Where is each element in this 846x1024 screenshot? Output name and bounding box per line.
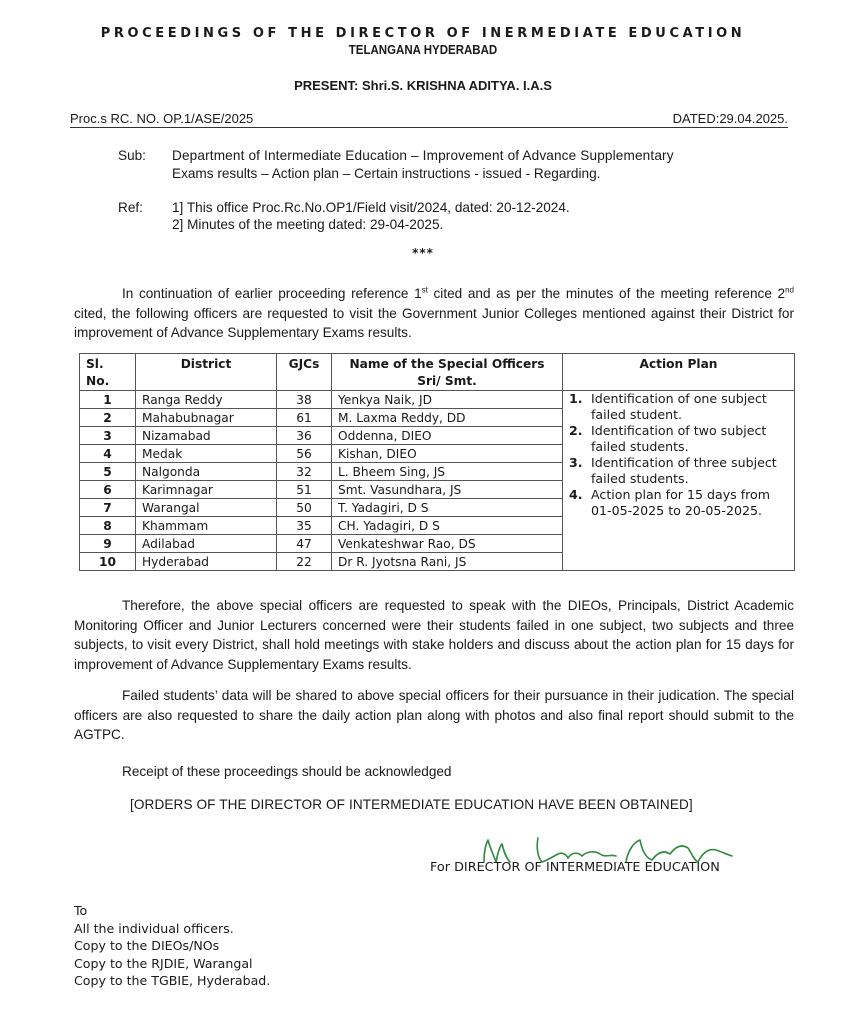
sl-cell: 5	[80, 463, 136, 481]
reference-item-1: 1] This office Proc.Rc.No.OP1/Field visit/2024, dated: 20-12-2024.	[172, 200, 570, 215]
gjcs-cell: 61	[277, 409, 332, 427]
sl-cell: 2	[80, 409, 136, 427]
receipt-line: Receipt of these proceedings should be acknowledged	[122, 764, 452, 779]
intro-text-2: cited and as per the minutes of the meeting reference 2	[427, 286, 786, 301]
signature-stroke	[537, 838, 616, 862]
action-plan-cell	[563, 391, 795, 571]
officer-cell: Kishan, DIEO	[332, 445, 563, 463]
action-plan-text: Identification of one subject failed student.	[591, 391, 767, 422]
present-line: PRESENT: Shri.S. KRISHNA ADITYA. I.A.S	[294, 78, 552, 93]
district-cell: Adilabad	[136, 535, 277, 553]
sl-cell: 1	[80, 391, 136, 409]
district-cell: Nalgonda	[136, 463, 277, 481]
failed-students-paragraph: Failed students’ data will be shared to above special officers for their pursuance in their judication. The special officers are also requested to share the daily action plan along with photos and also final report should submit to the AGTPC.	[74, 688, 794, 742]
action-plan-number: 4.	[569, 487, 583, 502]
distribution-item: Copy to the DIEOs/NOs	[74, 938, 220, 954]
sl-cell: 10	[80, 553, 136, 571]
officer-cell: Dr R. Jyotsna Rani, JS	[332, 553, 563, 571]
header-gjcs: GJCs	[277, 354, 332, 391]
document-title: PROCEEDINGS OF THE DIRECTOR OF INERMEDIATE EDUCATION	[100, 26, 746, 41]
gjcs-cell: 56	[277, 445, 332, 463]
action-plan-item	[569, 487, 788, 519]
sl-cell: 8	[80, 517, 136, 535]
superscript-st: st	[421, 285, 428, 295]
reference-item-2: 2] Minutes of the meeting dated: 29-04-2025.	[172, 217, 444, 232]
action-plan-item	[569, 391, 788, 423]
officer-cell: M. Laxma Reddy, DD	[332, 409, 563, 427]
table-header-row	[80, 354, 795, 391]
sl-cell: 3	[80, 427, 136, 445]
gjcs-cell: 51	[277, 481, 332, 499]
reference-label: Ref:	[118, 200, 143, 215]
action-plan-text: Identification of three subject failed students.	[591, 455, 777, 486]
action-plan-number: 2.	[569, 423, 583, 438]
header-action-plan: Action Plan	[563, 354, 795, 391]
officer-cell: T. Yadagiri, D S	[332, 499, 563, 517]
orders-line: [ORDERS OF THE DIRECTOR OF INTERMEDIATE EDUCATION HAVE BEEN OBTAINED]	[130, 797, 693, 812]
action-plan-number: 3.	[569, 455, 583, 470]
action-plan-text: Identification of two subject failed students.	[591, 423, 767, 454]
action-plan-text: Action plan for 15 days from 01-05-2025 to 20-05-2025.	[591, 487, 771, 518]
gjcs-cell: 50	[277, 499, 332, 517]
district-cell: Warangal	[136, 499, 277, 517]
for-director-line: For DIRECTOR OF INTERMEDIATE EDUCATION	[430, 860, 720, 875]
gjcs-cell: 35	[277, 517, 332, 535]
distribution-item: Copy to the TGBIE, Hyderabad.	[74, 973, 271, 989]
gjcs-cell: 38	[277, 391, 332, 409]
special-officers-table	[79, 353, 795, 571]
officer-cell: Yenkya Naik, JD	[332, 391, 563, 409]
separator-asterisks: ***	[412, 246, 434, 260]
action-plan-item	[569, 455, 788, 487]
gjcs-cell: 32	[277, 463, 332, 481]
district-cell: Hyderabad	[136, 553, 277, 571]
sl-cell: 9	[80, 535, 136, 553]
signature-stroke	[484, 840, 510, 862]
table-row	[80, 391, 795, 409]
gjcs-cell: 22	[277, 553, 332, 571]
subject-label: Sub:	[118, 148, 146, 163]
to-label: To	[74, 903, 88, 918]
header-sl-no: Sl. No.	[80, 354, 136, 391]
distribution-item: Copy to the RJDIE, Warangal	[74, 955, 253, 971]
distribution-list	[74, 902, 270, 990]
signature-stroke	[626, 840, 732, 862]
subject-line-2: Exams results – Action plan – Certain instructions - issued - Regarding.	[172, 166, 601, 181]
document-subtitle: TELANGANA HYDERABAD	[348, 43, 498, 57]
proceeding-number: Proc.s RC. NO. OP.1/ASE/2025	[70, 111, 254, 126]
officer-cell: CH. Yadagiri, D S	[332, 517, 563, 535]
distribution-item: All the individual officers.	[74, 920, 234, 936]
district-cell: Mahabubnagar	[136, 409, 277, 427]
sl-cell: 7	[80, 499, 136, 517]
gjcs-cell: 36	[277, 427, 332, 445]
officer-cell: L. Bheem Sing, JS	[332, 463, 563, 481]
officer-cell: Oddenna, DIEO	[332, 427, 563, 445]
officer-cell: Smt. Vasundhara, JS	[332, 481, 563, 499]
superscript-nd: nd	[785, 285, 794, 295]
header-district: District	[136, 354, 277, 391]
officer-cell: Venkateshwar Rao, DS	[332, 535, 563, 553]
proceeding-date: DATED:29.04.2025.	[672, 111, 788, 126]
intro-paragraph	[74, 284, 794, 343]
gjcs-cell: 47	[277, 535, 332, 553]
action-plan-number: 1.	[569, 391, 583, 406]
district-cell: Karimnagar	[136, 481, 277, 499]
district-cell: Medak	[136, 445, 277, 463]
action-plan-item	[569, 423, 788, 455]
subject-line-1: Department of Intermediate Education – Improvement of Advance Supplementary	[172, 148, 674, 163]
intro-text-3: cited, the following officers are requested to visit the Government Junior Colleges mentioned against their District for improvement of Advance Supplementary Exams results.	[74, 305, 794, 340]
therefore-paragraph: Therefore, the above special officers are requested to speak with the DIEOs, Principals, District Academic Monitoring Officer and Junior Lecturers concerned were their students failed in one subject, two subjects and three subjects, to visit every District, shall hold meetings with stake holders and discuss about the action plan for 15 days for improvement of Advance Supplementary Exams results.	[74, 598, 794, 672]
header-officer: Name of the Special Officers Sri/ Smt.	[332, 354, 563, 391]
district-cell: Nizamabad	[136, 427, 277, 445]
sl-cell: 6	[80, 481, 136, 499]
header-divider	[70, 127, 788, 128]
sl-cell: 4	[80, 445, 136, 463]
district-cell: Ranga Reddy	[136, 391, 277, 409]
district-cell: Khammam	[136, 517, 277, 535]
intro-text-1: In continuation of earlier proceeding reference 1	[122, 286, 422, 301]
